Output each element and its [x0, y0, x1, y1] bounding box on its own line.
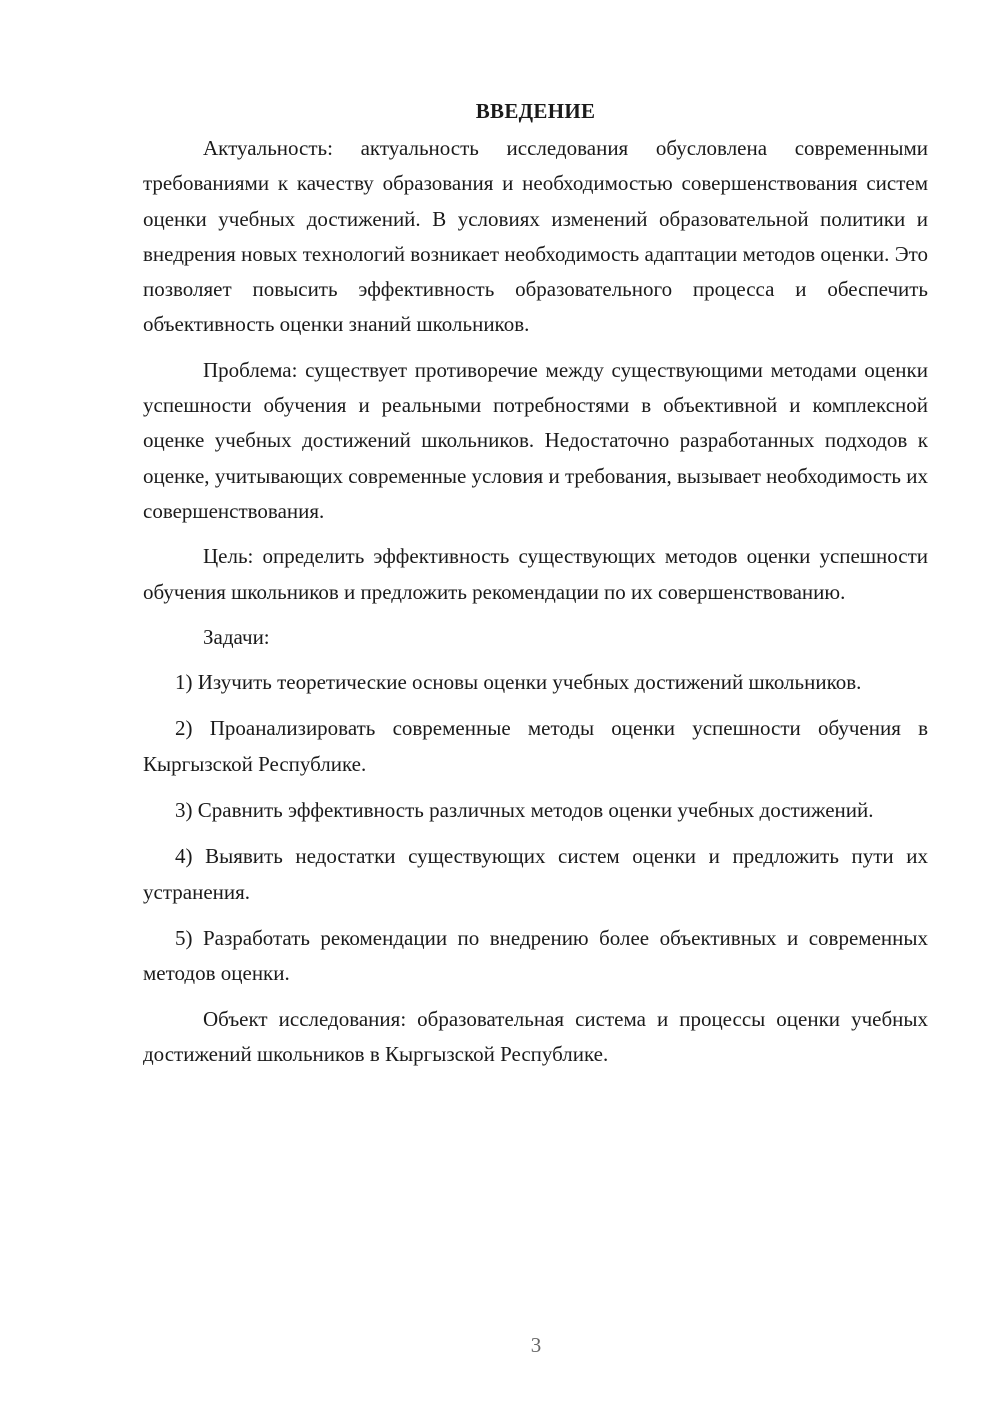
task-item: 1) Изучить теоретические основы оценки учебных достижений школьников. — [175, 670, 862, 695]
task-item: 2) Проанализировать современные методы оценки успешности обучения в Кыргызской Республике. — [143, 716, 928, 776]
page-number: 3 — [530, 1333, 542, 1357]
paragraph-object: Объект исследования: образовательная система и процессы оценки учебных достижений школьников в Кыргызской Республике. — [143, 1006, 928, 1066]
paragraph-problem: Проблема: существует противоречие между существующими методами оценки успешности обучения и реальными потребностями в объективной и комплексной оценке учебных достижений школьников. Недостаточно разработанных подходов к оценке, учитывающих современные условия и требования, вызывает необходимость их совершенствования. — [143, 357, 928, 523]
page-title: ВВЕДЕНИЕ — [475, 99, 596, 123]
paragraph-goal: Цель: определить эффективность существующих методов оценки успешности обучения школьников и предложить рекомендации по их совершенствованию. — [143, 544, 928, 604]
paragraph-relevance: Актуальность: актуальность исследования обусловлена современными требованиями к качеству образования и необходимостью совершенствования систем оценки учебных достижений. В условиях изменений образовательной политики и внедрения новых технологий возникает необходимость адаптации методов оценки. Это позволяет повысить эффективность образовательного процесса и обеспечить объективность оценки знаний школьников. — [143, 136, 928, 337]
page-content — [143, 96, 928, 1072]
task-item: 5) Разработать рекомендации по внедрению более объективных и современных методов оценки. — [143, 925, 928, 986]
tasks-heading: Задачи: — [203, 624, 270, 649]
task-item: 4) Выявить недостатки существующих систем оценки и предложить пути их устранения. — [143, 844, 928, 904]
task-item: 3) Сравнить эффективность различных методов оценки учебных достижений. — [175, 798, 874, 823]
